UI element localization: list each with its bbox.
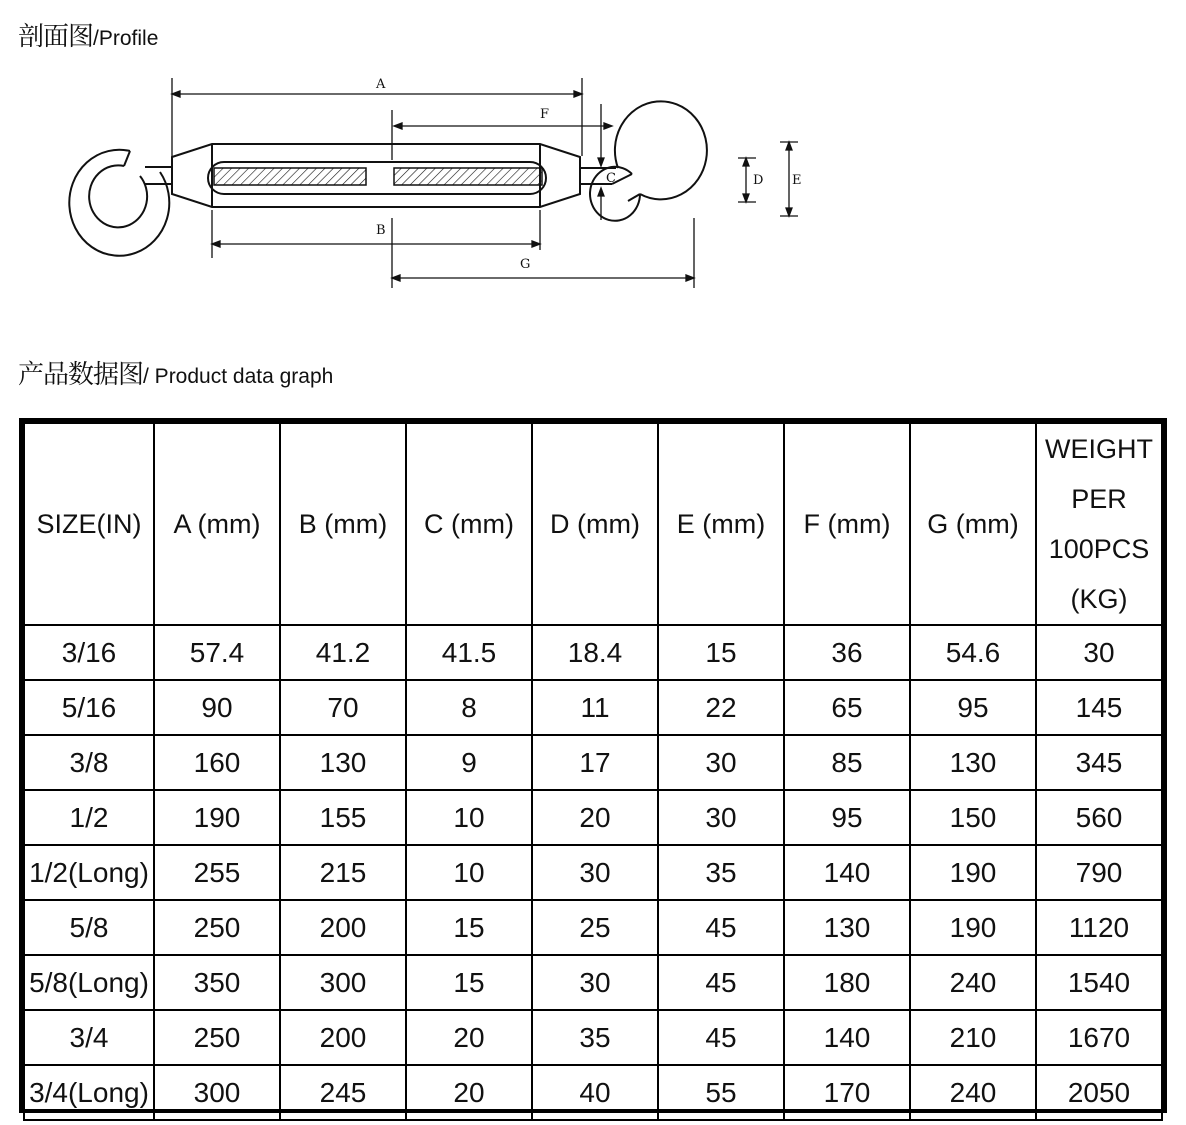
cell-e: 30 [658,735,784,790]
cell-size: 3/4(Long) [24,1065,154,1120]
cell-d: 30 [532,955,658,1010]
cell-size: 1/2 [24,790,154,845]
cell-g: 210 [910,1010,1036,1065]
cell-f: 130 [784,900,910,955]
left-hook-icon [69,150,172,256]
cell-f: 140 [784,1010,910,1065]
cell-g: 54.6 [910,625,1036,680]
cell-g: 240 [910,1065,1036,1120]
cell-b: 245 [280,1065,406,1120]
cell-c: 10 [406,845,532,900]
header-g: G (mm) [910,423,1036,625]
cell-weight: 345 [1036,735,1162,790]
header-a: A (mm) [154,423,280,625]
cell-g: 190 [910,845,1036,900]
turnbuckle-profile-diagram [0,60,860,300]
cell-d: 40 [532,1065,658,1120]
product-data-table [19,418,1167,1113]
table-row [24,900,1162,955]
dim-label-b: B [376,223,386,238]
cell-e: 35 [658,845,784,900]
cell-f: 95 [784,790,910,845]
cell-e: 45 [658,955,784,1010]
cell-b: 155 [280,790,406,845]
cell-g: 95 [910,680,1036,735]
cell-a: 190 [154,790,280,845]
cell-weight: 560 [1036,790,1162,845]
profile-section-title [18,16,158,53]
cell-b: 130 [280,735,406,790]
cell-a: 350 [154,955,280,1010]
cell-b: 200 [280,1010,406,1065]
cell-d: 11 [532,680,658,735]
header-weight: WEIGHT PER 100PCS (KG) [1036,423,1162,625]
table-row [24,845,1162,900]
right-thread-hatch [394,168,542,185]
cell-e: 55 [658,1065,784,1120]
cell-d: 30 [532,845,658,900]
cell-weight: 1540 [1036,955,1162,1010]
cell-b: 70 [280,680,406,735]
header-c: C (mm) [406,423,532,625]
dim-label-g: G [520,257,531,272]
cell-a: 255 [154,845,280,900]
cell-b: 300 [280,955,406,1010]
data-section-title [18,354,333,391]
dim-label-d: D [753,173,764,188]
cell-weight: 145 [1036,680,1162,735]
cell-size: 3/4 [24,1010,154,1065]
cell-d: 18.4 [532,625,658,680]
dim-label-f: F [540,107,550,122]
cell-g: 190 [910,900,1036,955]
cell-weight: 30 [1036,625,1162,680]
cell-f: 85 [784,735,910,790]
header-b: B (mm) [280,423,406,625]
table-row [24,735,1162,790]
cell-weight: 1670 [1036,1010,1162,1065]
cell-f: 180 [784,955,910,1010]
cell-c: 41.5 [406,625,532,680]
dim-label-e: E [792,173,802,188]
cell-size: 1/2(Long) [24,845,154,900]
cell-d: 25 [532,900,658,955]
cell-g: 240 [910,955,1036,1010]
cell-f: 140 [784,845,910,900]
cell-g: 130 [910,735,1036,790]
dim-label-a: A [376,77,386,92]
cell-size: 3/16 [24,625,154,680]
table-header-row [24,423,1162,625]
cell-weight: 2050 [1036,1065,1162,1120]
cell-b: 200 [280,900,406,955]
cell-c: 20 [406,1010,532,1065]
table-row [24,955,1162,1010]
header-size: SIZE(IN) [24,423,154,625]
cell-c: 9 [406,735,532,790]
cell-f: 36 [784,625,910,680]
cell-c: 15 [406,900,532,955]
table-row [24,790,1162,845]
table-row [24,1065,1162,1120]
table-row [24,1010,1162,1065]
cell-e: 30 [658,790,784,845]
cell-c: 20 [406,1065,532,1120]
profile-title-zh: 剖面图 [18,22,94,52]
cell-a: 90 [154,680,280,735]
cell-d: 20 [532,790,658,845]
header-d: D (mm) [532,423,658,625]
cell-a: 250 [154,900,280,955]
cell-c: 8 [406,680,532,735]
cell-e: 15 [658,625,784,680]
table-row [24,680,1162,735]
cell-e: 45 [658,1010,784,1065]
cell-f: 65 [784,680,910,735]
data-title-en: / Product data graph [143,365,334,388]
cell-size: 5/8(Long) [24,955,154,1010]
cell-e: 45 [658,900,784,955]
cell-g: 150 [910,790,1036,845]
cell-b: 41.2 [280,625,406,680]
cell-weight: 790 [1036,845,1162,900]
profile-title-en: /Profile [93,27,159,50]
cell-b: 215 [280,845,406,900]
cell-d: 35 [532,1010,658,1065]
data-title-zh: 产品数据图 [18,360,144,390]
header-f: F (mm) [784,423,910,625]
table-body [24,625,1162,1120]
left-thread-hatch [214,168,366,185]
cell-c: 10 [406,790,532,845]
dim-label-c: C [606,171,616,186]
cell-size: 5/8 [24,900,154,955]
cell-a: 300 [154,1065,280,1120]
cell-a: 250 [154,1010,280,1065]
cell-d: 17 [532,735,658,790]
cell-f: 170 [784,1065,910,1120]
cell-c: 15 [406,955,532,1010]
cell-a: 160 [154,735,280,790]
cell-a: 57.4 [154,625,280,680]
cell-weight: 1120 [1036,900,1162,955]
cell-size: 5/16 [24,680,154,735]
cell-e: 22 [658,680,784,735]
cell-size: 3/8 [24,735,154,790]
header-e: E (mm) [658,423,784,625]
table-row [24,625,1162,680]
